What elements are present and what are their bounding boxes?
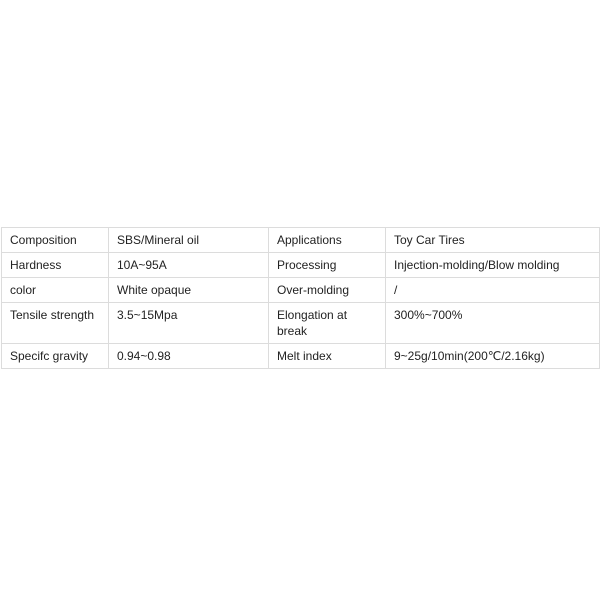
table-cell-label: Composition: [2, 228, 109, 253]
spec-table-container: [1, 227, 599, 369]
table-row: [2, 228, 600, 253]
table-cell-label: Processing: [269, 253, 386, 278]
table-cell-label: Tensile strength: [2, 303, 109, 344]
table-cell-value: 0.94~0.98: [109, 344, 269, 369]
table-cell-value: Injection-molding/Blow molding: [386, 253, 600, 278]
table-cell-label: Applications: [269, 228, 386, 253]
table-cell-label: Melt index: [269, 344, 386, 369]
table-cell-value: 10A~95A: [109, 253, 269, 278]
table-cell-value: White opaque: [109, 278, 269, 303]
table-cell-value: Toy Car Tires: [386, 228, 600, 253]
table-cell-label: Specifc gravity: [2, 344, 109, 369]
table-row: [2, 253, 600, 278]
table-row: [2, 344, 600, 369]
table-cell-label: Hardness: [2, 253, 109, 278]
table-row: [2, 278, 600, 303]
table-cell-value: 300%~700%: [386, 303, 600, 344]
table-cell-value: /: [386, 278, 600, 303]
spec-table: [1, 227, 600, 369]
table-cell-value: 9~25g/10min(200℃/2.16kg): [386, 344, 600, 369]
table-cell-value: SBS/Mineral oil: [109, 228, 269, 253]
table-row: [2, 303, 600, 344]
table-cell-label: Elongation at break: [269, 303, 386, 344]
table-cell-label: Over-molding: [269, 278, 386, 303]
table-cell-label: color: [2, 278, 109, 303]
table-cell-value: 3.5~15Mpa: [109, 303, 269, 344]
